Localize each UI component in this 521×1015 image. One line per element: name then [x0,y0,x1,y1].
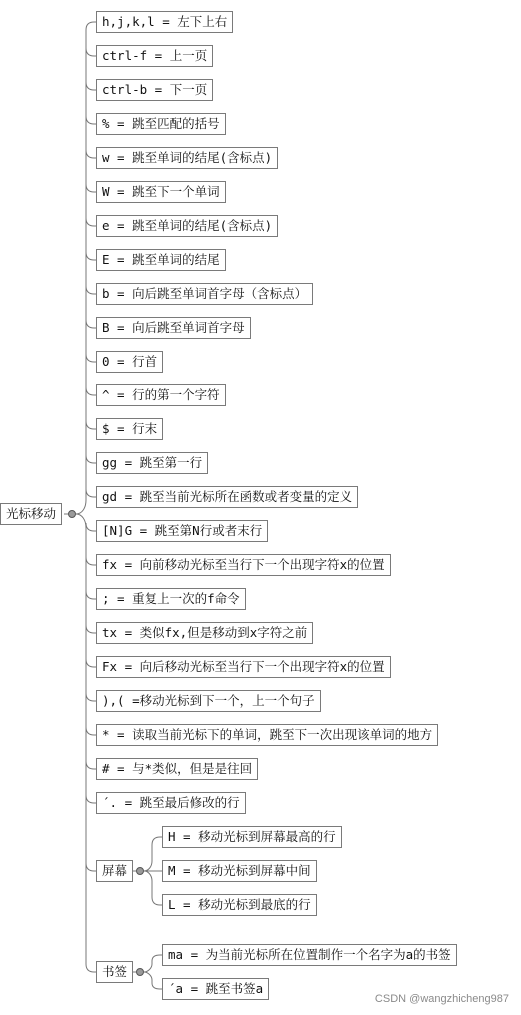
connector-line [86,320,96,328]
connector-line [86,625,96,633]
connector-line [86,116,96,124]
connector-line [86,863,96,871]
connector-line [86,421,96,429]
connector-line [144,972,162,989]
connector-line [86,286,96,294]
branch-node: W = 跳至下一个单词 [96,181,226,203]
branch-node: w = 跳至单词的结尾(含标点) [96,147,278,169]
watermark: CSDN @wangzhicheng987 [374,993,509,1005]
connector-line [86,82,96,90]
connector-line [86,761,96,769]
connector-line [86,693,96,701]
branch-node: gg = 跳至第一行 [96,452,208,474]
sub-node: L = 移动光标到最底的行 [162,894,317,916]
connector-line [144,837,162,871]
branch-node: e = 跳至单词的结尾(含标点) [96,215,278,237]
connector-line [86,659,96,667]
branch-node: fx = 向前移动光标至当行下一个出现字符x的位置 [96,554,391,576]
branch-node: 0 = 行首 [96,351,163,373]
branch-node: h,j,k,l = 左下上右 [96,11,233,33]
branch-node: ctrl-b = 下一页 [96,79,213,101]
connector-line [86,591,96,599]
branch-node: E = 跳至单词的结尾 [96,249,226,271]
connector-line [86,150,96,158]
branch-node: b = 向后跳至单词首字母（含标点） [96,283,313,305]
branch-node: B = 向后跳至单词首字母 [96,317,251,339]
group-bookmark-expand-dot [136,968,144,976]
root-expand-dot [68,510,76,518]
group-node-screen: 屏幕 [96,860,133,882]
branch-node: gd = 跳至当前光标所在函数或者变量的定义 [96,486,358,508]
connector-line [76,514,96,972]
branch-node: ),( =移动光标到下一个，上一个句子 [96,690,321,712]
branch-node: ´. = 跳至最后修改的行 [96,792,246,814]
connector-line [86,489,96,497]
connector-line [76,22,96,514]
connector-line [86,354,96,362]
branch-node: * = 读取当前光标下的单词，跳至下一次出现该单词的地方 [96,724,438,746]
connector-line [86,557,96,565]
connector-line [86,523,96,531]
root-node: 光标移动 [0,503,62,525]
connector-line [86,795,96,803]
sub-node: ma = 为当前光标所在位置制作一个名字为a的书签 [162,944,457,966]
group-screen-expand-dot [136,867,144,875]
branch-node: Fx = 向后移动光标至当行下一个出现字符x的位置 [96,656,391,678]
branch-node: $ = 行末 [96,418,163,440]
branch-node: tx = 类似fx,但是移动到x字符之前 [96,622,313,644]
sub-node: M = 移动光标到屏幕中间 [162,860,317,882]
branch-node: ctrl-f = 上一页 [96,45,213,67]
branch-node: # = 与*类似，但是是往回 [96,758,258,780]
connector-line [86,218,96,226]
group-node-bookmark: 书签 [96,961,133,983]
branch-node: ^ = 行的第一个字符 [96,384,226,406]
branch-node: [N]G = 跳至第N行或者末行 [96,520,268,542]
branch-node: % = 跳至匹配的括号 [96,113,226,135]
sub-node: H = 移动光标到屏幕最高的行 [162,826,342,848]
connector-line [86,252,96,260]
branch-node: ; = 重复上一次的f命令 [96,588,246,610]
connector-line [86,48,96,56]
connector-line [86,455,96,463]
connector-line [86,184,96,192]
connector-line [144,955,162,972]
connector-line [86,387,96,395]
sub-node: ´a = 跳至书签a [162,978,269,1000]
connector-line [86,727,96,735]
connector-line [144,871,162,905]
